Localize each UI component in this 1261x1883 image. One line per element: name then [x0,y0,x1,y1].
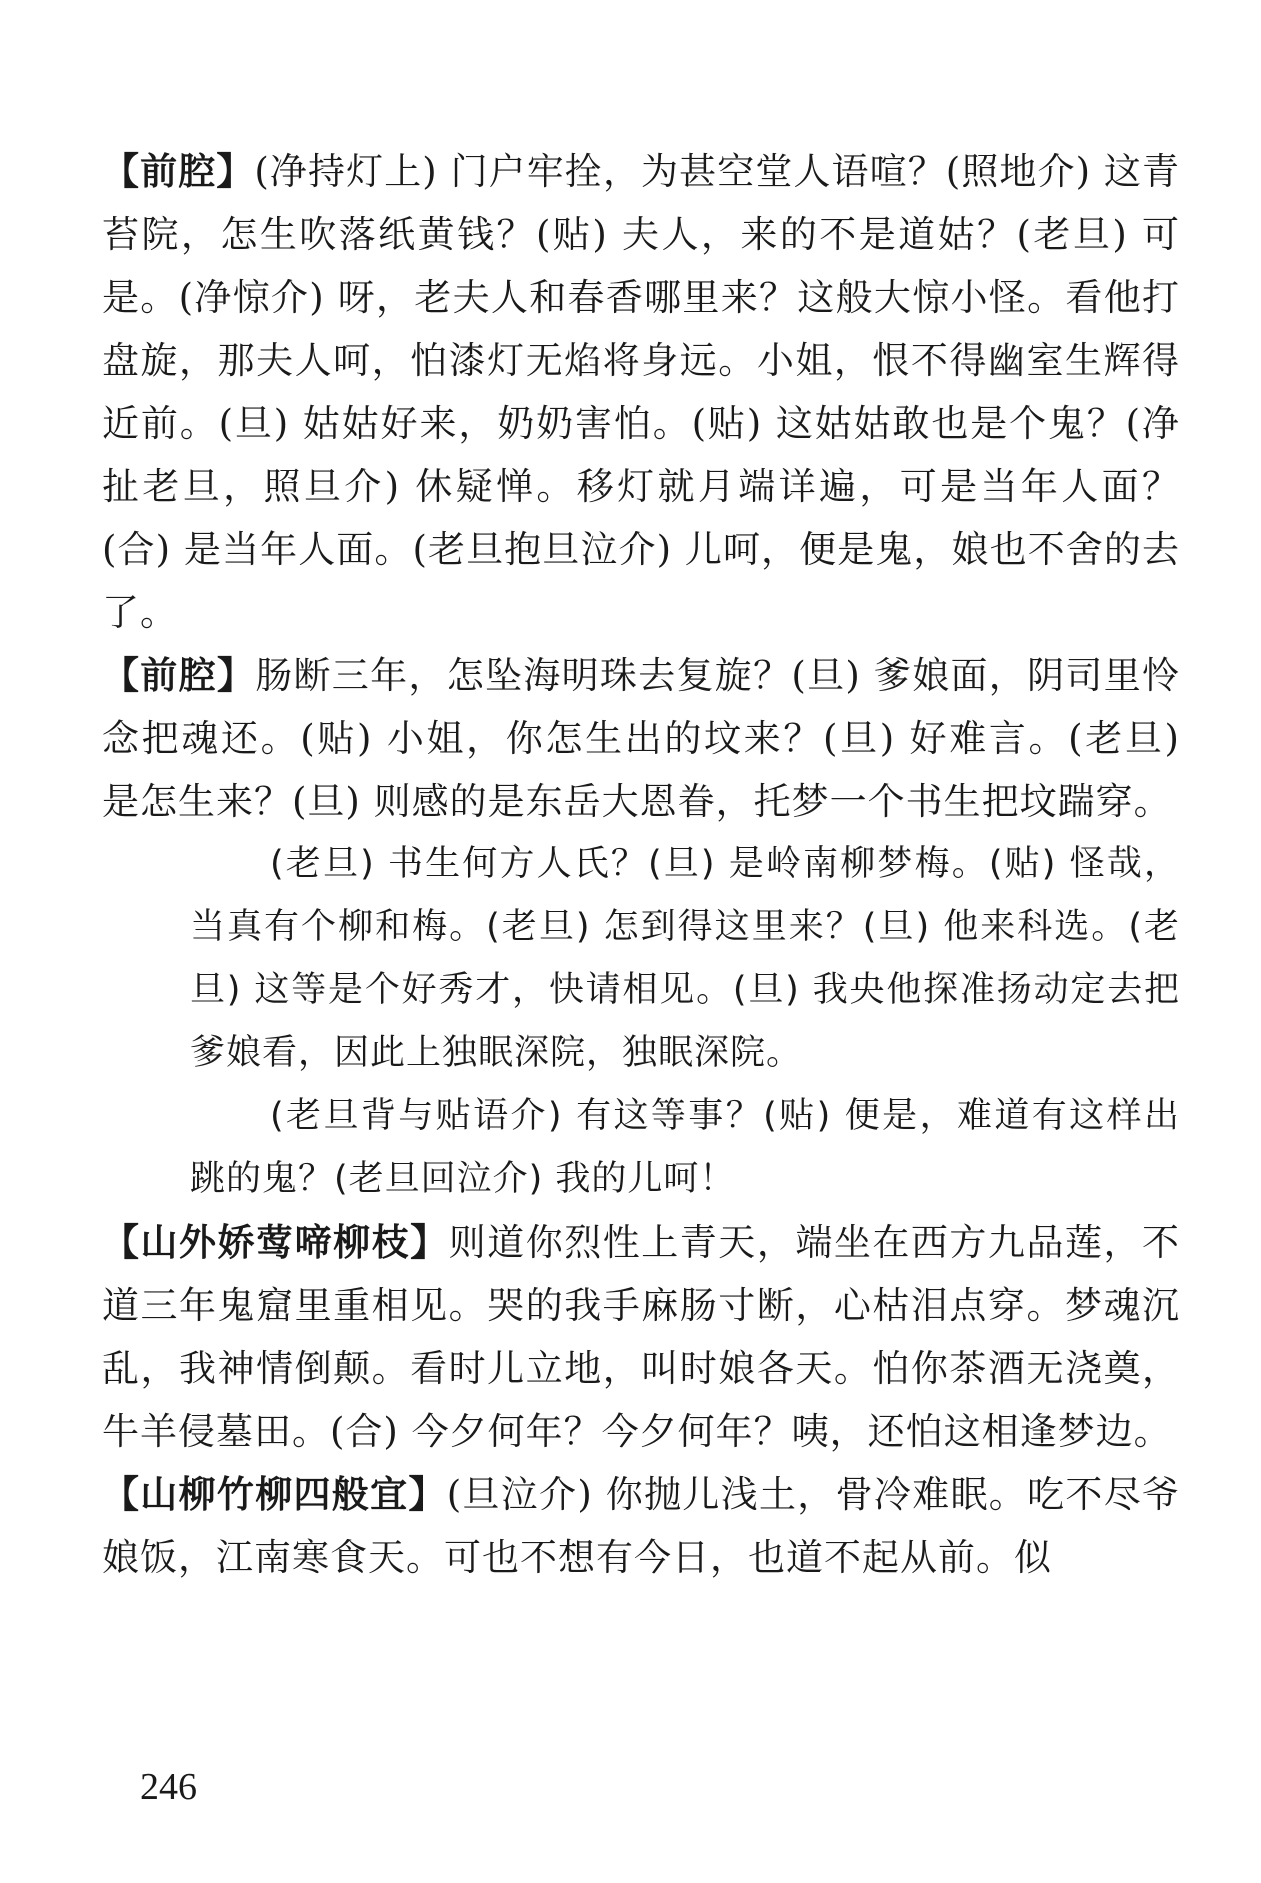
paragraph-3-indented [190,833,1180,1085]
paragraph-6 [102,1463,1180,1589]
paragraph-text: 则道你烈性上青天，端坐在西方九品莲，不道三年鬼窟里重相见。哭的我手麻肠寸断，心枯泪点穿。梦魂沉乱，我神情倒颠。看时儿立地，叫时娘各天。怕你茶酒无浇奠，牛羊侵墓田。(合) 今夕何年？今夕何年？咦，还怕这相逢梦边。 [102,1221,1181,1453]
paragraph-2 [102,644,1180,833]
paragraph-5 [102,1211,1180,1463]
paragraph-1 [102,140,1180,644]
tune-title: 【前腔】 [102,654,256,697]
tune-title: 【前腔】 [102,150,255,193]
paragraph-text: (旦泣介) 你抛儿浅土，骨冷难眠。吃不尽爷娘饭，江南寒食天。可也不想有今日，也道不起从前。似 [102,1473,1180,1579]
page-number: 246 [140,1766,197,1808]
paragraph-text: (老旦背与贴语介) 有这等事？(贴) 便是，难道有这样出跳的鬼？(老旦回泣介) 我的儿呵！ [190,1096,1180,1199]
tune-title: 【山柳竹柳四般宜】 [102,1473,447,1516]
paragraph-text: 肠断三年，怎坠海明珠去复旋？(旦) 爹娘面，阴司里怜念把魂还。(贴) 小姐，你怎生出的坟来？(旦) 好难言。(老旦) 是怎生来？(旦) 则感的是东岳大恩眷，托梦一个书生把坟踹穿。 [102,654,1180,823]
paragraph-text: (净持灯上) 门户牢拴，为甚空堂人语喧？(照地介) 这青苔院，怎生吹落纸黄钱？(贴) 夫人，来的不是道姑？(老旦) 可是。(净惊介) 呀，老夫人和春香哪里来？这般大惊小怪。看他打盘旋，那夫人呵，怕漆灯无焰将身远。小姐，恨不得幽室生辉得近前。(旦) 姑姑好来，奶奶害怕。(贴) 这姑姑敢也是个鬼？(净扯老旦，照旦介) 休疑惮。移灯就月端详遍，可是当年人面？(合) 是当年人面。(老旦抱旦泣介) 儿呵，便是鬼，娘也不舍的去了。 [102,150,1181,634]
paragraph-4-indented [190,1085,1180,1211]
main-text [102,140,1180,1589]
tune-title: 【山外娇莺啼柳枝】 [102,1221,449,1264]
paragraph-text: (老旦) 书生何方人氏？(旦) 是岭南柳梦梅。(贴) 怪哉，当真有个柳和梅。(老旦) 怎到得这里来？(旦) 他来科选。(老旦) 这等是个好秀才，快请相见。(旦) 我央他探准扬动定去把爹娘看，因此上独眠深院，独眠深院。 [190,844,1180,1073]
